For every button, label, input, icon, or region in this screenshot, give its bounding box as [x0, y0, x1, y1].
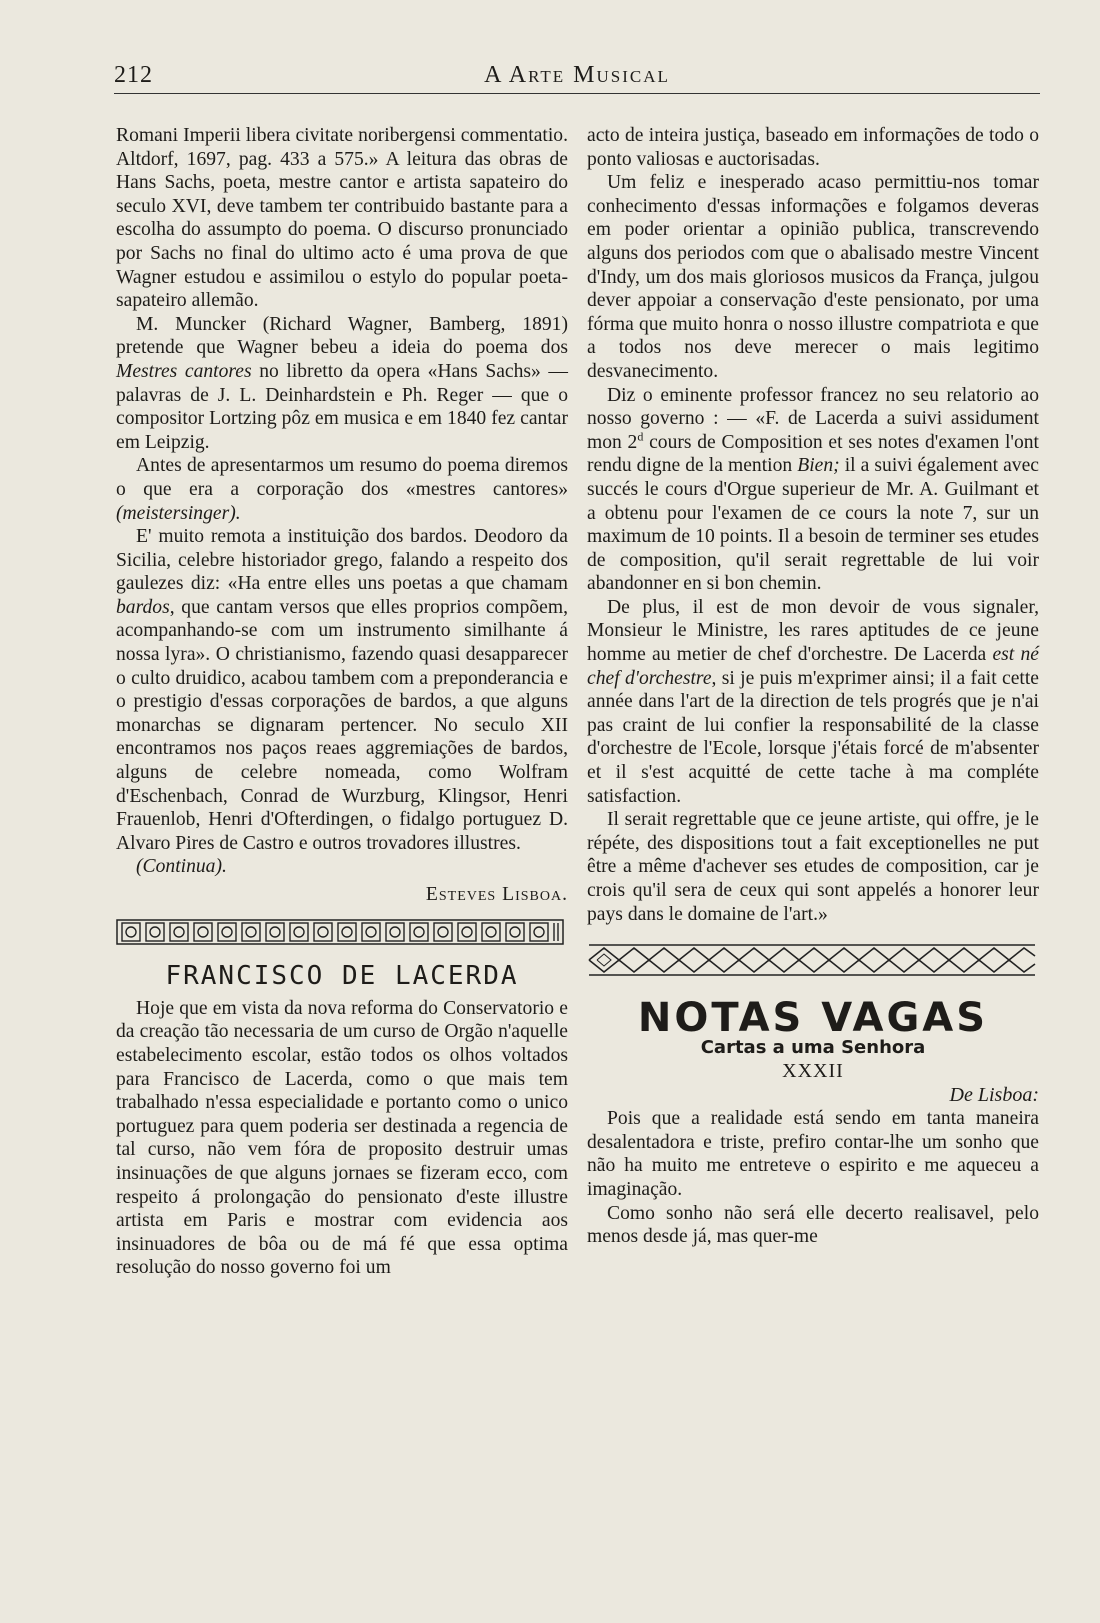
right-column [587, 124, 1039, 1249]
journal-title: A Arte Musical [484, 62, 670, 88]
paragraph: Pois que a realidade está sendo em tanta maneira desalentadora e triste, prefiro contar-lhe um sonho que não ha muito me entreteve o espirito e me aqueceu a imaginação. [587, 1108, 1039, 1200]
section-title: FRANCISCO DE LACERDA [165, 961, 519, 992]
paragraph: Um feliz e inesperado acaso permittiu-nos tomar conhecimento d'essas informações e folgamos deveras em poder orientar a opinião publica, transcrevendo alguns dos periodos com que o abalisado mestre Vincent d'Indy, um dos mais gloriosos musicos da França, julgou dever appoiar a conservação d'este pensionato, por uma fórma que muito honra o nosso illustre compatriota e que a todos nos deve merecer o mais legitimo desvanecimento. [587, 172, 1039, 382]
ornamental-band [116, 919, 564, 945]
ornamental-band [587, 940, 1037, 980]
page-number: 212 [114, 62, 153, 88]
paragraph: Hoje que em vista da nova reforma do Conservatorio e da creação tão necessaria de um curso de Orgão n'aquelle estabelecimento escolar, estão todos os olhos voltados para Francisco de Lacerda, como o que mais tem trabalhado n'essa especialidade e portanto como o unico portuguez para quem poderia ser destinada a regencia de tal curso, não vem fóra de proposito destruir umas insinuações de que alguns jornaes se fizeram ecco, com respeito á prolongação do pensionato d'este illustre artista em Paris e mostrar com evidencia aos insinuadores de bôa ou de má fé que essa optima resolução do nosso governo foi um [116, 997, 568, 1279]
letter-number: XXXII [782, 1059, 844, 1082]
paragraph: Como sonho não será elle decerto realisavel, pelo menos desde já, mas quer-me [587, 1202, 1039, 1248]
paragraph: Il serait regrettable que ce jeune artiste, qui offre, je le répéte, des dispositions tout a fait exceptionelles ne put être a même d'achever ses etudes de composition, car je crois qu'il sera de ceux qui sont appelés a honorer leur pays dans le domaine de l'art.» [587, 809, 1039, 925]
paragraph: Diz o eminente professor francez no seu relatorio ao nosso governo : — «F. de Lacerda a suivi assidument mon 2$^d$ cours de Composition et ses notes d'examen l'ont rendu digne de la mention Bien; il a suivi également avec succés le cours d'Orgue superieur de Mr. A. Guilmant et a obtenu pour l'examen de ce cours la note 7, sur un maximum de 10 points. Il a besoin de terminer ses etudes de composition, qu'il serait regrettable de lui voir abandonner en si bon chemin. [587, 384, 1039, 595]
letter-place: De Lisboa: [949, 1083, 1039, 1106]
section-title: NOTAS VAGAS [637, 994, 989, 1041]
author-signature: Esteves Lisboa. [425, 884, 568, 905]
continuation-note: (Continua). [136, 856, 227, 878]
paragraph: E' muito remota a instituição dos bardos. Deodoro da Sicilia, celebre historiador grego, falando a respeito dos gaulezes diz: «Ha entre elles uns poetas a que chamam bardos, que cantam versos que elles proprios compõem, acompanhando-se com um instrumento similhante á nossa lyra». O christianismo, fazendo quasi desapparecer o culto druidico, acabou tambem com a preponderancia e o prestigio d'essas corporações de bardos, a que alguns monarchas se dignaram pertencer. No seculo XII encontramos nos paços reaes aggremiações de bardos, alguns de celebre nomeada, como Wolfram d'Eschenbach, Conrad de Wurzburg, Klingsor, Henri Frauenlob, Henri d'Ofterdingen, o fidalgo portuguez D. Alvaro Pires de Castro e outros trovadores illustres. [116, 526, 568, 854]
header-rule [114, 93, 1040, 94]
paragraph: M. Muncker (Richard Wagner, Bamberg, 1891) pretende que Wagner bebeu a ideia do poema dos Mestres cantores no libretto da opera «Hans Sachs» — palavras de J. L. Deinhardstein e Ph. Reger — que o compositor Lortzing pôz em musica e em 1840 fez cantar em Leipzig. [116, 313, 568, 453]
section-subtitle: Cartas a uma Senhora [700, 1037, 926, 1059]
paragraph: Romani Imperii libera civitate noribergensi commentatio. Altdorf, 1697, pag. 433 a 575.» A leitura das obras de Hans Sachs, poeta, mestre cantor e artista sapateiro do seculo XVI, deve tambem ter contribuido bastante para a escolha do assumpto do poema. O discurso pronunciado por Sachs no final do ultimo acto é uma prova de que Wagner estudou e assimilou o estylo do popular poeta-sapateiro allemão. [116, 125, 568, 312]
page-header [114, 62, 1040, 94]
paragraph: De plus, il est de mon devoir de vous signaler, Monsieur le Ministre, les rares aptitudes de ce jeune homme au metier de chef d'orchestre. De Lacerda est né chef d'orchestre, si je puis m'exprimer ainsi; il a fait cette année dans l'art de la direction de tels progrés que je n'ai pas craint de lui confier la responsabilité de la classe d'orchestre de l'Ecole, lorsque j'étais forcé de m'absenter et il s'est acquitté de cette tache à ma compléte satisfaction. [587, 596, 1039, 807]
paragraph: Antes de apresentarmos um resumo do poema diremos o que era a corporação dos «mestres cantores» (meistersinger). [116, 455, 568, 524]
left-column [116, 124, 568, 1280]
paragraph: acto de inteira justiça, baseado em informações de todo o ponto valiosas e auctorisadas. [587, 125, 1039, 170]
